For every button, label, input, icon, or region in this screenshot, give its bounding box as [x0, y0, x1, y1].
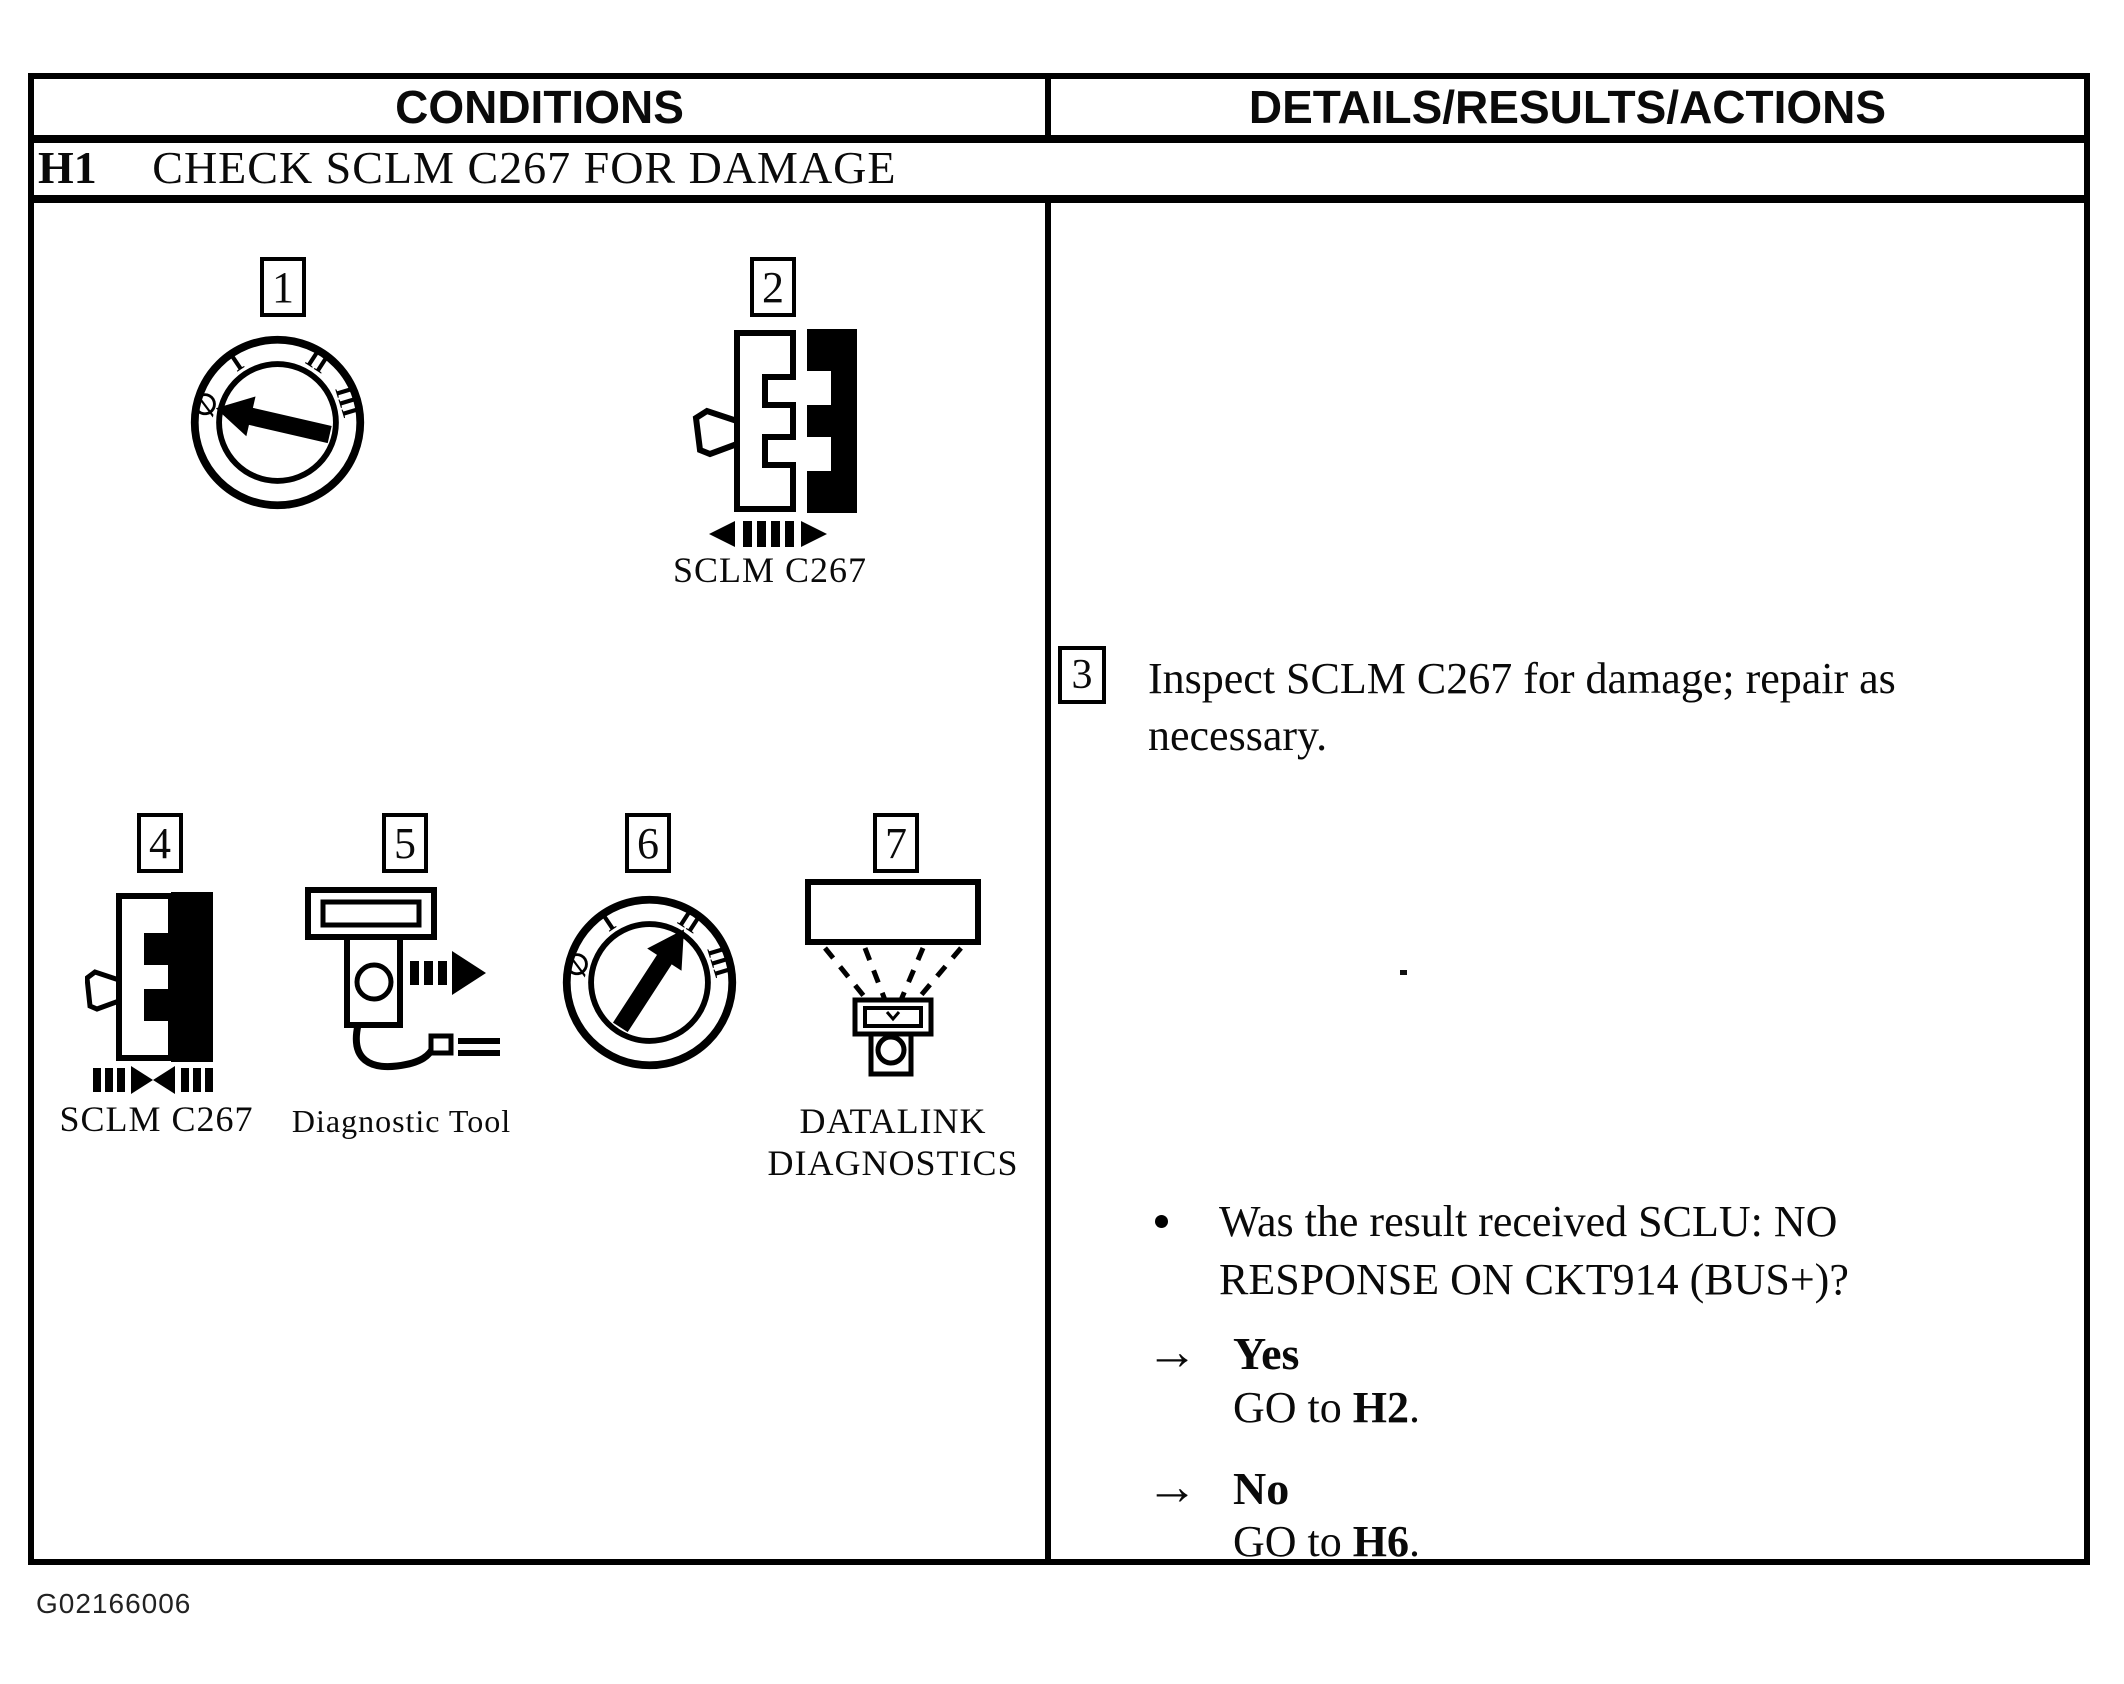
action-step-text: [1148, 650, 2008, 764]
key-position-0: ∅: [559, 948, 597, 981]
test-step-id: H1: [38, 142, 97, 193]
branch-yes-target: H2: [1352, 1383, 1410, 1432]
action-number-3: 3: [1071, 652, 1093, 698]
key-position-1: I: [595, 906, 621, 938]
action-step-line2: necessary.: [1148, 711, 1328, 760]
scan-speck: [1400, 970, 1407, 975]
figure-number-6: 6: [637, 818, 659, 868]
column-header-details: DETAILS/RESULTS/ACTIONS: [1248, 81, 1887, 133]
test-step-title: CHECK SCLM C267 FOR DAMAGE: [152, 142, 897, 193]
result-question-line1: Was the result received SCLU: NO: [1219, 1197, 1838, 1246]
key-position-1: I: [223, 346, 249, 378]
figure-label-diagnostic-tool: Diagnostic Tool: [291, 1103, 512, 1139]
arrow-right-icon-no: →: [1146, 1459, 1198, 1516]
bullet-icon: [1155, 1215, 1168, 1228]
branch-yes-action: [1233, 1383, 1420, 1433]
pinpoint-test-table: [28, 73, 2090, 1565]
result-question: [1219, 1193, 1999, 1309]
branch-no-period: .: [1409, 1517, 1421, 1566]
figure-code: G02166006: [36, 1588, 192, 1619]
figure-label-sclm-c267-bottom: SCLM C267: [59, 1099, 254, 1139]
figure-label-datalink-line2: DIAGNOSTICS: [767, 1143, 1019, 1183]
figure-number-5: 5: [394, 818, 416, 868]
arrow-right-icon-yes: →: [1146, 1324, 1198, 1381]
key-position-2: II: [672, 902, 708, 940]
branch-yes-label: Yes: [1233, 1328, 1300, 1379]
connector-connect-icon: [85, 888, 220, 1098]
key-pointer-arrow: [211, 388, 334, 454]
table-body-row: [34, 203, 2084, 1566]
ignition-switch-run-icon: [557, 890, 742, 1075]
diagnostic-tool-icon: [300, 885, 505, 1080]
figure-number-box-7: [873, 813, 919, 873]
figure-label-sclm-c267-top: SCLM C267: [672, 550, 868, 590]
figure-number-2: 2: [762, 262, 784, 312]
key-position-3: III: [329, 381, 368, 421]
figure-number-4: 4: [149, 818, 171, 868]
figure-number-7: 7: [885, 818, 907, 868]
conditions-cell: [34, 203, 1051, 1559]
column-header-conditions: CONDITIONS: [34, 79, 1051, 135]
figure-number-1: 1: [272, 262, 294, 312]
branch-no-label: No: [1233, 1463, 1290, 1514]
figure-number-box-6: [625, 813, 671, 873]
ignition-switch-off-icon: [185, 330, 370, 515]
key-position-2: II: [300, 342, 336, 380]
result-question-line2: RESPONSE ON CKT914 (BUS+)?: [1219, 1255, 1849, 1304]
connector-disconnect-icon: [675, 325, 870, 550]
branch-no-action: [1233, 1517, 1420, 1567]
action-step-line1: Inspect SCLM C267 for damage; repair as: [1148, 654, 1896, 703]
figure-number-box-1: [260, 257, 306, 317]
key-position-0: ∅: [187, 388, 225, 421]
action-number-box-3: [1058, 646, 1106, 704]
figure-label-datalink-line1: DATALINK: [799, 1101, 987, 1141]
details-cell: [1051, 203, 2084, 1566]
test-step-heading: [34, 143, 2084, 203]
table-header-row: [34, 79, 2084, 143]
figure-number-box-2: [750, 257, 796, 317]
branch-no-go-text: GO to: [1233, 1517, 1353, 1566]
branch-yes-period: .: [1409, 1383, 1421, 1432]
figure-label-datalink: [763, 1100, 1023, 1184]
key-position-3: III: [701, 941, 740, 981]
figure-number-box-5: [382, 813, 428, 873]
branch-yes-go-text: GO to: [1233, 1383, 1353, 1432]
figure-number-box-4: [137, 813, 183, 873]
datalink-diagnostics-icon: [803, 878, 983, 1078]
branch-no-target: H6: [1352, 1517, 1410, 1566]
